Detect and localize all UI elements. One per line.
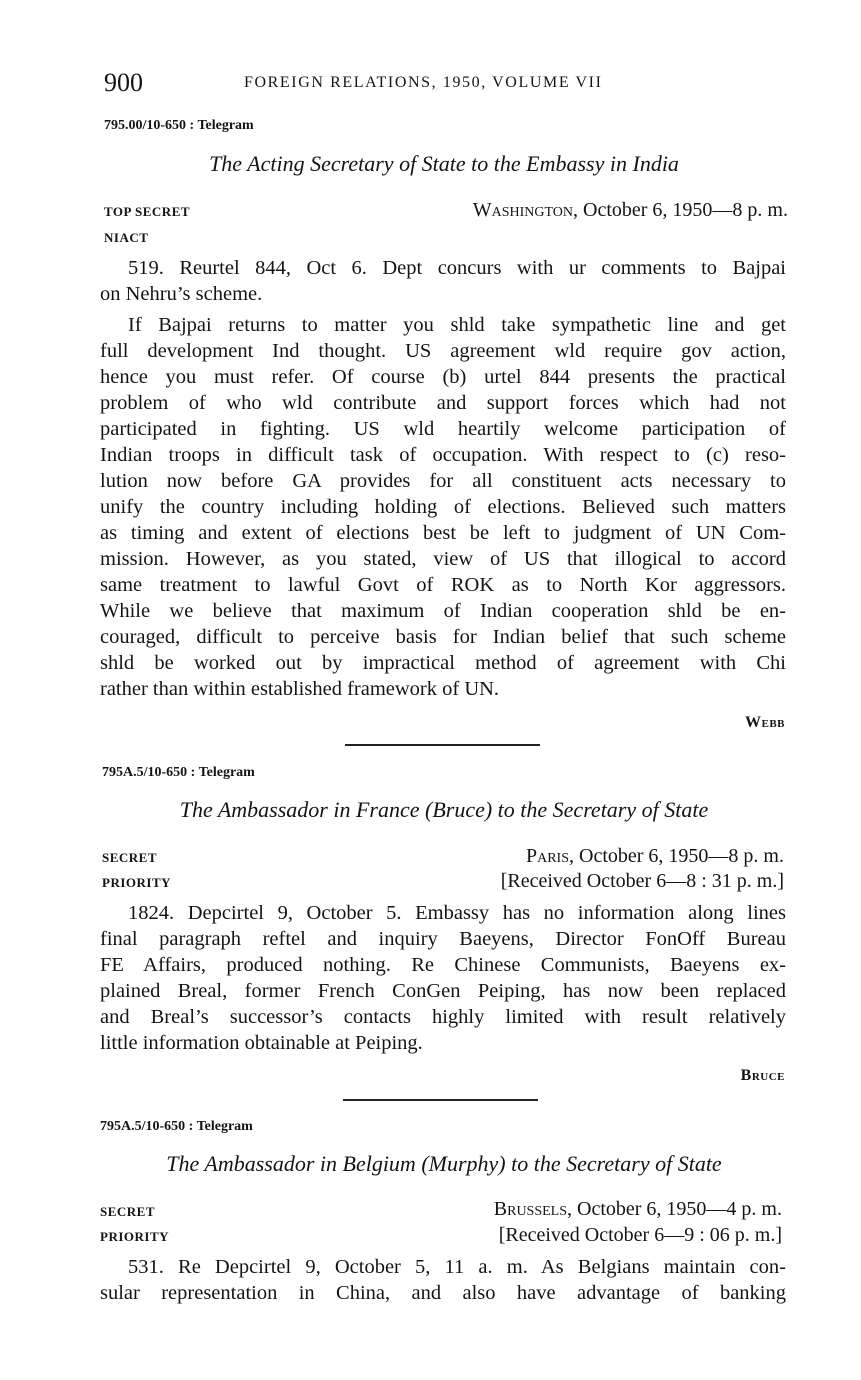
body-line: full development Ind thought. US agreement wld require gov action, [100, 340, 786, 362]
doc2-handling: PRIORITY [102, 875, 172, 890]
doc2-heading: The Ambassador in France (Bruce) to the Secretary of State [179, 797, 709, 822]
doc3-date: , October 6, 1950—4 p. m. [567, 1198, 782, 1220]
doc3-handling: PRIORITY [100, 1229, 170, 1244]
body-line: sular representation in China, and also have advantage of banking [100, 1282, 786, 1304]
body-line: as timing and extent of elections best be left to judgment of UN Com- [100, 522, 786, 544]
body-line: unify the country including holding of elections. Believed such matters [100, 496, 786, 518]
doc3-received: [Received October 6—9 : 06 p. m.] [498, 1224, 782, 1246]
body-line: mission. However, as you stated, view of US that illogical to accord [100, 548, 786, 570]
body-line: Indian troops in difficult task of occupation. With respect to (c) reso- [100, 444, 786, 466]
doc1-dateline [473, 199, 788, 222]
body-line: and Breal’s successor’s contacts highly limited with result relatively [100, 1006, 786, 1028]
doc2-file-ref: 795A.5/10-650 : Telegram [102, 765, 255, 780]
doc1-place: Washington [472, 199, 574, 221]
body-line: 531. Re Depcirtel 9, October 5, 11 a. m. As Belgians maintain con- [128, 1256, 786, 1278]
doc2-received: [Received October 6—8 : 31 p. m.] [500, 870, 784, 892]
body-line: problem of who wld contribute and support forces which had not [100, 392, 786, 414]
doc1-heading: The Acting Secretary of State to the Embassy in India [209, 151, 679, 176]
body-line: hence you must refer. Of course (b) urtel 844 presents the practical [100, 366, 786, 388]
doc2-signature: Bruce [740, 1067, 785, 1084]
doc1-date: , October 6, 1950—8 p. m. [573, 199, 788, 221]
doc2-body [100, 900, 786, 1056]
doc3-place: Brussels [493, 1198, 568, 1220]
doc3-body [100, 1254, 786, 1306]
doc1-classification: TOP SECRET [104, 204, 191, 219]
body-line: on Nehru’s scheme. [100, 283, 263, 305]
section-divider [345, 744, 540, 746]
doc1-handling: NIACT [104, 230, 149, 245]
body-line: 1824. Depcirtel 9, October 5. Embassy has no information along lines [128, 902, 786, 924]
doc1-file-ref: 795.00/10-650 : Telegram [104, 118, 254, 133]
body-line: shld be worked out by impractical method of agreement with Chi [100, 652, 786, 674]
body-line: While we believe that maximum of Indian cooperation shld be en- [100, 600, 786, 622]
doc2-classification: SECRET [102, 850, 158, 865]
section-divider [343, 1099, 538, 1101]
doc1-body [100, 255, 786, 702]
doc2-place: Paris [525, 845, 570, 867]
running-title: FOREIGN RELATIONS, 1950, VOLUME VII [244, 74, 603, 91]
body-line: lution now before GA provides for all constituent acts necessary to [100, 470, 786, 492]
page-number: 900 [104, 68, 143, 97]
body-line: same treatment to lawful Govt of ROK as to North Kor aggressors. [100, 574, 786, 596]
doc3-file-ref: 795A.5/10-650 : Telegram [100, 1119, 253, 1134]
body-line: little information obtainable at Peiping. [100, 1032, 423, 1054]
body-line: final paragraph reftel and inquiry Baeyens, Director FonOff Bureau [100, 928, 786, 950]
doc3-dateline [494, 1198, 782, 1221]
body-line: couraged, difficult to perceive basis for Indian belief that such scheme [100, 626, 786, 648]
doc2-date: , October 6, 1950—8 p. m. [569, 845, 784, 867]
body-line: 519. Reurtel 844, Oct 6. Dept concurs with ur comments to Bajpai [128, 257, 786, 279]
body-line: If Bajpai returns to matter you shld take sympathetic line and get [128, 314, 786, 336]
body-line: participated in fighting. US wld heartily welcome participation of [100, 418, 786, 440]
body-line: FE Affairs, produced nothing. Re Chinese Communists, Baeyens ex- [100, 954, 786, 976]
doc1-signature: Webb [744, 714, 785, 731]
body-line: plained Breal, former French ConGen Peiping, has now been replaced [100, 980, 786, 1002]
doc2-dateline [526, 845, 784, 868]
body-line: rather than within established framework of UN. [100, 678, 500, 700]
doc3-heading: The Ambassador in Belgium (Murphy) to the Secretary of State [166, 1151, 722, 1176]
running-head [104, 64, 788, 104]
doc3-classification: SECRET [100, 1204, 156, 1219]
